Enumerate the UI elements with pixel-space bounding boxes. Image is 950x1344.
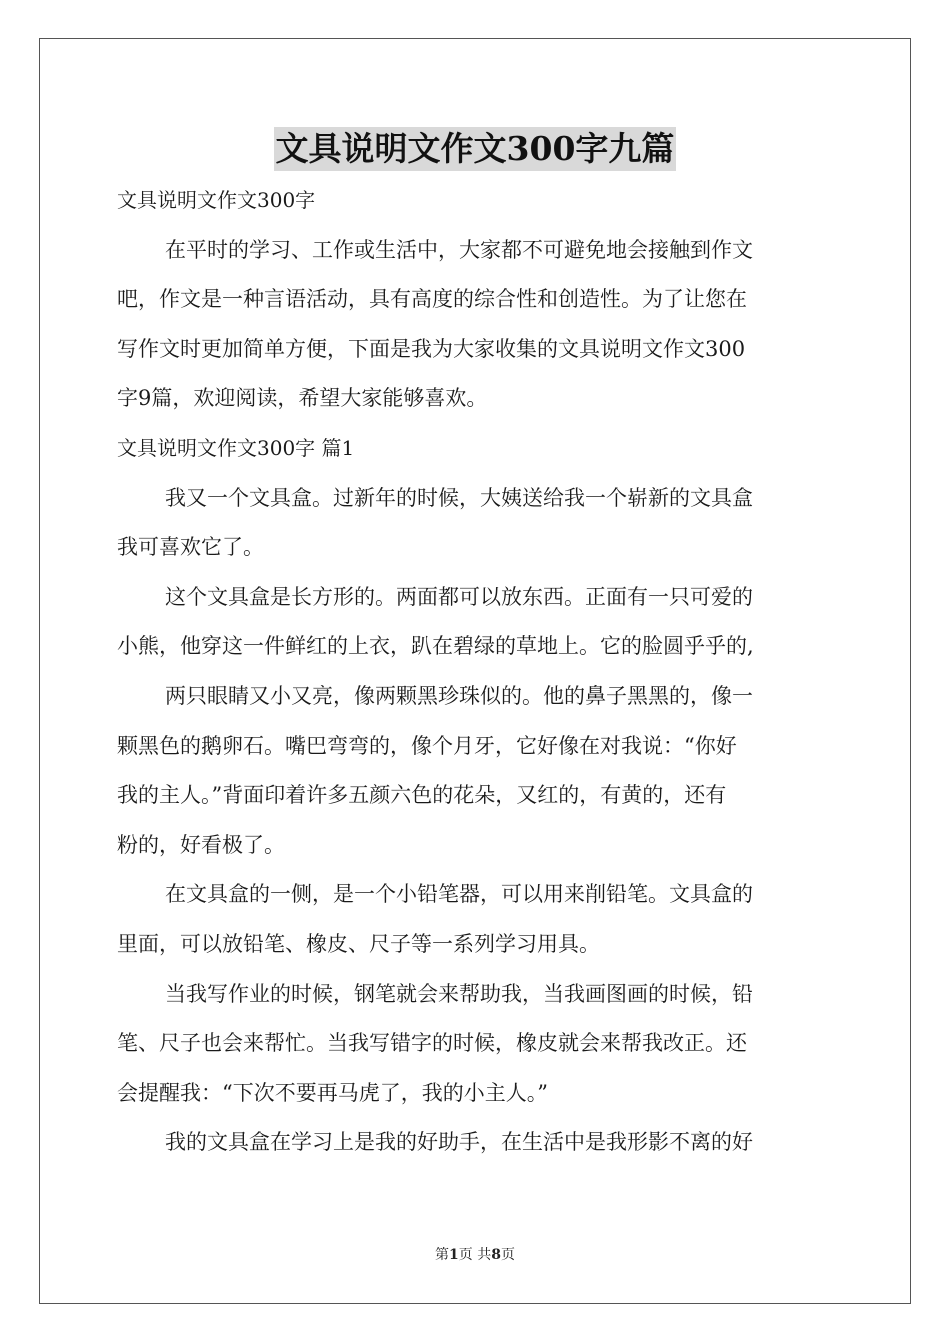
- document-body: [117, 176, 837, 1168]
- footer-mid: 页 共: [458, 1247, 492, 1263]
- page-footer: [0, 1244, 950, 1264]
- paragraph-line: 笔、尺子也会来帮忙。当我写错字的时候，橡皮就会来帮我改正。还: [117, 1031, 747, 1056]
- paragraph-line: 当我写作业的时候，钢笔就会来帮助我，当我画图画的时候，铅: [165, 981, 753, 1006]
- paragraph-line: 小熊，他穿这一件鲜红的上衣，趴在碧绿的草地上。它的脸圆乎乎的,: [117, 634, 754, 659]
- title-area: [0, 127, 950, 171]
- footer-suffix: 页: [500, 1247, 515, 1263]
- paragraph-line: 会提醒我：“下次不要再马虎了，我的小主人。”: [117, 1080, 548, 1105]
- paragraph-line: 里面，可以放铅笔、橡皮、尺子等一系列学习用具。: [117, 931, 600, 956]
- section-heading: 文具说明文作文300字 篇1: [117, 435, 355, 460]
- document-title: 文具说明文作文300字九篇: [274, 127, 677, 171]
- footer-page-number: 1: [449, 1247, 459, 1263]
- paragraph-line: 我的文具盒在学习上是我的好助手，在生活中是我形影不离的好: [165, 1130, 753, 1155]
- paragraph-line: 这个文具盒是长方形的。两面都可以放东西。正面有一只可爱的: [165, 584, 753, 609]
- paragraph-line: 在文具盒的一侧，是一个小铅笔器，可以用来削铅笔。文具盒的: [165, 882, 753, 907]
- paragraph-line: 吧，作文是一种言语活动，具有高度的综合性和创造性。为了让您在: [117, 287, 747, 312]
- paragraph-line: 我的主人。”背面印着许多五颜六色的花朵，又红的，有黄的，还有: [117, 783, 727, 808]
- paragraph-line: 我又一个文具盒。过新年的时候，大姨送给我一个崭新的文具盒: [165, 485, 753, 510]
- footer-total-pages: 8: [491, 1247, 501, 1263]
- section-heading: 文具说明文作文300字: [117, 188, 316, 212]
- paragraph-line: 在平时的学习、工作或生活中，大家都不可避免地会接触到作文: [165, 237, 753, 262]
- footer-prefix: 第: [435, 1247, 450, 1263]
- paragraph-line: 我可喜欢它了。: [117, 535, 264, 560]
- paragraph-line: 两只眼睛又小又亮，像两颗黑珍珠似的。他的鼻子黑黑的，像一: [165, 683, 753, 708]
- paragraph-line: 字9篇，欢迎阅读，希望大家能够喜欢。: [117, 386, 488, 411]
- paragraph-line: 写作文时更加简单方便，下面是我为大家收集的文具说明文作文300: [117, 336, 746, 361]
- paragraph-line: 粉的，好看极了。: [117, 832, 285, 857]
- paragraph-line: 颗黑色的鹅卵石。嘴巴弯弯的，像个月牙，它好像在对我说：“你好: [117, 733, 737, 758]
